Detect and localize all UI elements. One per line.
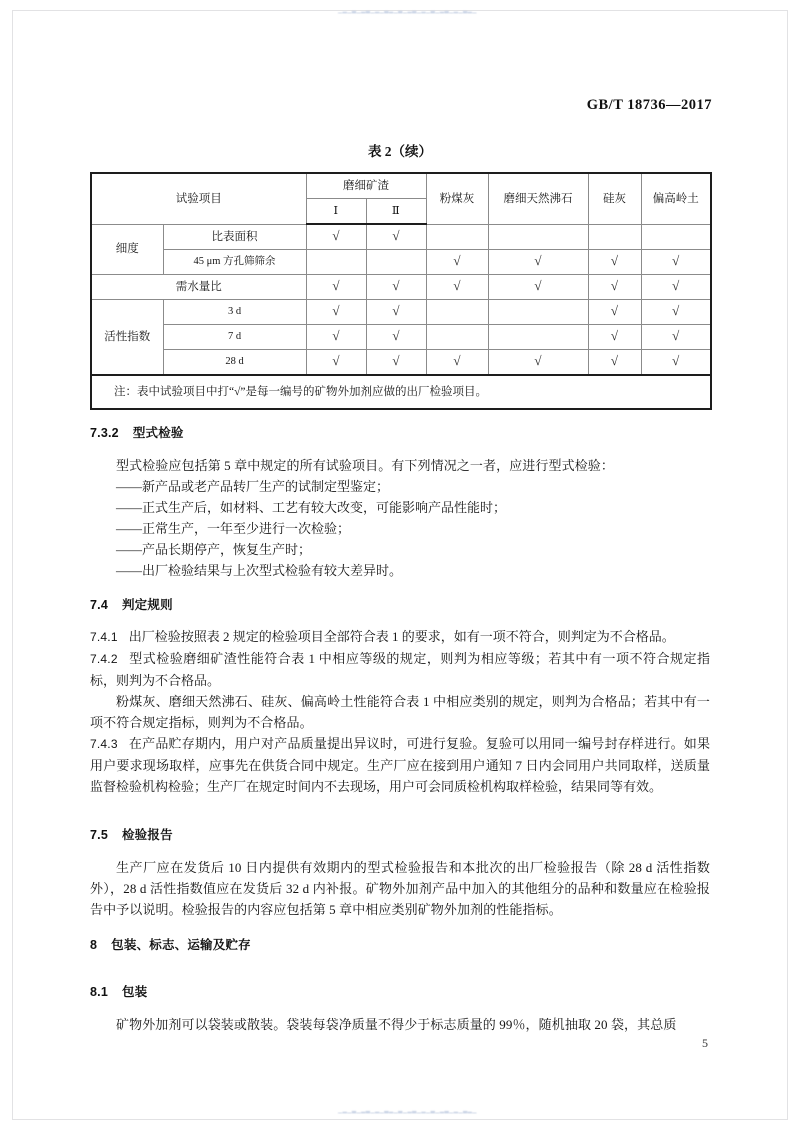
check-mark: √ (610, 278, 619, 294)
section-7-4-heading (90, 595, 710, 613)
section-7-4-2-number: 7.4.2 (90, 652, 118, 666)
row-item-water-demand-ratio: 需水量比 (91, 275, 306, 300)
section-8-1-text: 矿物外加剂可以袋装或散装。袋装每袋净质量不得少于标志质量的 99％，随机抽取 20 袋，其总质 (116, 1017, 677, 1032)
watermark-top: ▁▂▁▃▁▂▃▁▂▁▃▂▁▃▁▂▃▁▂▁▃▁▂▃▁▂▁▃▂▁ (338, 8, 477, 14)
cell-mark (306, 325, 366, 350)
cell-mark (366, 224, 426, 250)
section-7-3-2-item-4: ——产品长期停产，恢复生产时； (116, 542, 312, 557)
section-8-title: 包装、标志、运输及贮存 (111, 938, 251, 952)
check-mark: √ (610, 328, 619, 344)
section-7-3-2-heading (90, 423, 710, 441)
cell-mark (588, 300, 641, 325)
section-7-4-1-text: 出厂检验按照表 2 规定的检验项目全部符合表 1 的要求，如有一项不符合，则判定为不合格品。 (128, 629, 675, 644)
table-row (91, 224, 711, 250)
check-mark: √ (610, 303, 619, 319)
section-7-4 (90, 595, 710, 797)
col-header-zeolite: 磨细天然沸石 (488, 173, 588, 224)
cell-mark (306, 275, 366, 300)
cell-mark (488, 325, 588, 350)
cell-mark (426, 224, 488, 250)
section-7-4-2 (90, 648, 710, 691)
table-row (91, 325, 711, 350)
check-mark: √ (332, 228, 340, 244)
cell-mark (366, 350, 426, 376)
check-mark: √ (534, 353, 542, 369)
cell-mark (641, 224, 711, 250)
check-mark: √ (392, 328, 400, 344)
cell-mark (306, 350, 366, 376)
cell-mark (641, 275, 711, 300)
section-7-4-1-number: 7.4.1 (90, 630, 118, 644)
row-group-activity-index: 活性指数 (91, 300, 163, 376)
section-7-3-2 (90, 423, 710, 581)
cell-mark (641, 300, 711, 325)
cell-mark (488, 300, 588, 325)
check-mark: √ (453, 353, 461, 369)
cell-mark (588, 275, 641, 300)
check-mark: √ (610, 253, 619, 269)
table-row (91, 275, 711, 300)
cell-mark (641, 250, 711, 275)
cell-mark (588, 350, 641, 376)
section-7-4-3-text: 在产品贮存期内，用户对产品质量提出异议时，可进行复验。复验可以用同一编号封存样进行。如果用户要求现场取样，应事先在供货合同中规定。生产厂应在接到用户通知 7 日内会同用户共同取样，送质量监督检验机构检验；生产厂在规定时间内不去现场，用户可会同质检机构取样检验，结果同等有效。 (90, 736, 710, 794)
section-7-5 (90, 825, 710, 920)
col-header-fly-ash: 粉煤灰 (426, 173, 488, 224)
cell-mark (426, 275, 488, 300)
table-row (91, 250, 711, 275)
section-7-3-2-item-5: ——出厂检验结果与上次型式检验有较大差异时。 (116, 563, 403, 578)
cell-mark (641, 325, 711, 350)
cell-mark (426, 325, 488, 350)
watermark-bottom: ▁▂▁▃▁▂▃▁▂▁▃▂▁▃▁▂▃▁▂▁▃▁▂▃▁▂▁▃▂▁ (338, 1108, 477, 1114)
check-mark: √ (392, 303, 400, 319)
section-7-4-title: 判定规则 (121, 598, 173, 612)
section-8-1-number: 8.1 (90, 985, 108, 999)
row-item-28d: 28 d (163, 350, 306, 376)
check-mark: √ (392, 278, 400, 294)
section-7-4-number: 7.4 (90, 598, 108, 612)
cell-mark (488, 250, 588, 275)
section-8-1 (90, 982, 710, 1035)
cell-mark (488, 275, 588, 300)
check-mark: √ (672, 253, 680, 269)
section-8-number: 8 (90, 938, 98, 952)
section-7-3-2-item-2: ——正式生产后，如材料、工艺有较大改变，可能影响产品性能时； (116, 500, 507, 515)
table-row (91, 350, 711, 376)
check-mark: √ (332, 278, 340, 294)
cell-mark (306, 300, 366, 325)
check-mark: √ (672, 353, 680, 369)
check-mark: √ (392, 353, 400, 369)
table-note: 注：表中试验项目中打“√”是每一编号的矿物外加剂应做的出厂检验项目。 (91, 375, 711, 409)
check-mark: √ (332, 353, 340, 369)
row-item-3d: 3 d (163, 300, 306, 325)
row-item-specific-surface-area: 比表面积 (163, 224, 306, 250)
check-mark: √ (453, 253, 461, 269)
cell-mark (588, 250, 641, 275)
cell-mark (306, 224, 366, 250)
section-8-1-title: 包装 (121, 985, 148, 999)
col-header-test-item: 试验项目 (91, 173, 306, 224)
check-mark: √ (672, 328, 680, 344)
col-header-metakaolin: 偏高岭土 (641, 173, 711, 224)
cell-mark (306, 250, 366, 275)
section-7-5-number: 7.5 (90, 828, 108, 842)
col-header-grade-2: Ⅱ (366, 199, 426, 225)
section-7-4-2-text: 型式检验磨细矿渣性能符合表 1 中相应等级的规定，则判为相应等级；若其中有一项不符合规定指标，则判为不合格品。 (90, 651, 710, 688)
table-note-row (91, 375, 711, 409)
col-header-silica-fume: 硅灰 (588, 173, 641, 224)
cell-mark (488, 224, 588, 250)
section-8 (90, 935, 710, 953)
section-7-5-heading (90, 825, 710, 843)
col-header-ground-slag: 磨细矿渣 (306, 173, 426, 199)
cell-mark (366, 300, 426, 325)
section-7-4-3 (90, 733, 710, 797)
section-7-3-2-item-3: ——正常生产，一年至少进行一次检验； (116, 521, 351, 536)
col-header-grade-1: Ⅰ (306, 199, 366, 225)
page-number: 5 (702, 1036, 708, 1050)
standard-code-header: GB/T 18736—2017 (586, 97, 712, 113)
section-7-4-1 (90, 626, 710, 648)
check-mark: √ (332, 328, 340, 344)
check-mark: √ (672, 278, 680, 294)
cell-mark (588, 224, 641, 250)
section-7-4-3-number: 7.4.3 (90, 737, 118, 751)
cell-mark (488, 350, 588, 376)
section-7-3-2-item-1: ——新产品或老产品转厂生产的试制定型鉴定； (116, 479, 390, 494)
table-header-row-1 (91, 173, 711, 199)
row-group-fineness: 细度 (91, 224, 163, 275)
section-7-3-2-intro: 型式检验应包括第 5 章中规定的所有试验项目。有下列情况之一者，应进行型式检验： (116, 458, 615, 473)
cell-mark (366, 275, 426, 300)
check-mark: √ (610, 353, 619, 369)
section-7-5-text: 生产厂应在发货后 10 日内提供有效期内的型式检验报告和本批次的出厂检验报告（除 28 d 活性指数外），28 d 活性指数值应在发货后 32 d 内补报。矿物外加剂产品中加入的其他组分的品种和数量应在检验报告中予以说明。检验报告的内容应包括第 5 章中相应类别矿物外加剂的性能指标。 (90, 860, 710, 917)
check-mark: √ (453, 278, 461, 294)
check-mark: √ (672, 303, 680, 319)
cell-mark (426, 350, 488, 376)
section-7-3-2-number: 7.3.2 (90, 426, 119, 440)
section-8-1-heading (90, 982, 710, 1000)
section-7-3-2-title: 型式检验 (132, 426, 184, 440)
section-7-5-title: 检验报告 (121, 828, 173, 842)
table-title: 表 2（续） (367, 144, 433, 159)
check-mark: √ (332, 303, 340, 319)
section-8-heading (90, 935, 710, 953)
cell-mark (426, 250, 488, 275)
cell-mark (588, 325, 641, 350)
table-2-continued (90, 172, 710, 410)
cell-mark (366, 325, 426, 350)
section-7-4-2-continued: 粉煤灰、磨细天然沸石、硅灰、偏高岭土性能符合表 1 中相应类别的规定，则判为合格品；若其中有一项不符合规定指标，则判为不合格品。 (90, 694, 710, 730)
row-item-45um-sieve-residue: 45 μm 方孔筛筛余 (163, 250, 306, 275)
table-row (91, 300, 711, 325)
check-mark: √ (534, 278, 542, 294)
cell-mark (641, 350, 711, 376)
check-mark: √ (392, 228, 400, 244)
check-mark: √ (534, 253, 542, 269)
row-item-7d: 7 d (163, 325, 306, 350)
cell-mark (426, 300, 488, 325)
cell-mark (366, 250, 426, 275)
